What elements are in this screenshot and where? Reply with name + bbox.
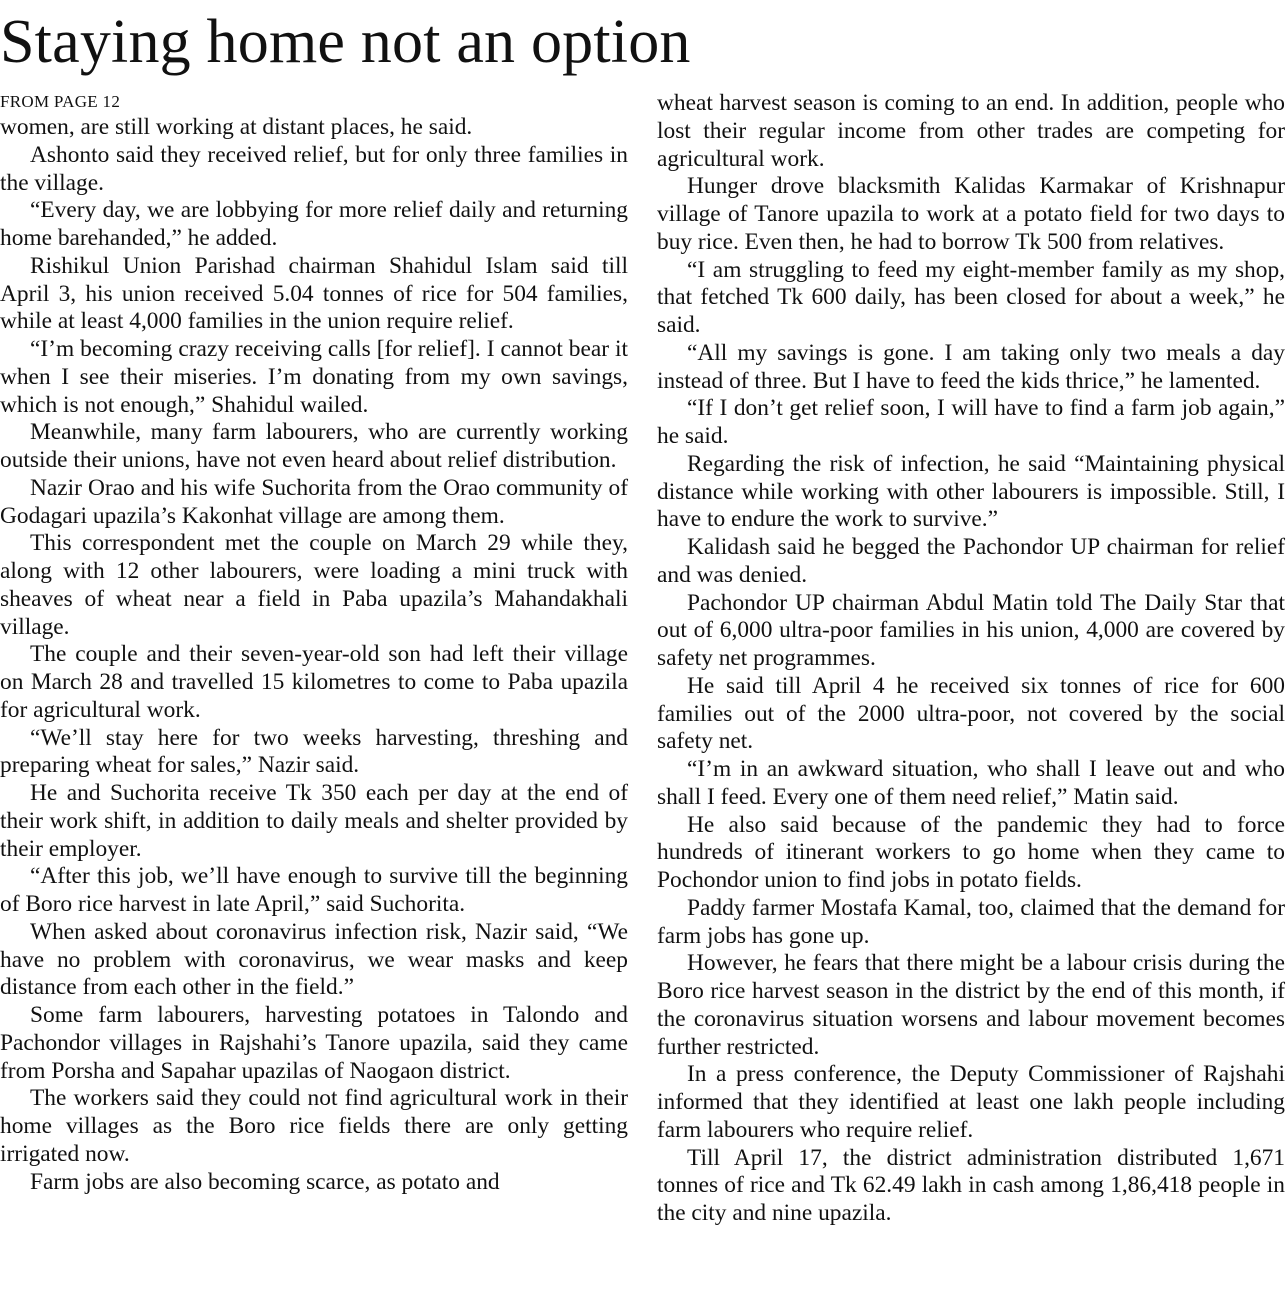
paragraph: Meanwhile, many farm labourers, who are currently working outside their unions, have not even heard about relief distribution. bbox=[0, 419, 628, 473]
paragraph: Hunger drove blacksmith Kalidas Karmakar of Krishnapur village of Tanore upazila to work at a potato field for two days to buy rice. Even then, he had to borrow Tk 500 from relatives. bbox=[657, 173, 1285, 255]
paragraph: “I’m in an awkward situation, who shall I leave out and who shall I feed. Every one of them need relief,” Matin said. bbox=[657, 756, 1285, 810]
paragraph: Nazir Orao and his wife Suchorita from the Orao community of Godagari upazila’s Kakonhat village are among them. bbox=[0, 474, 628, 529]
paragraph: “All my savings is gone. I am taking only two meals a day instead of three. But I have to feed the kids thrice,” he lamented. bbox=[657, 339, 1285, 394]
paragraph: Regarding the risk of infection, he said “Maintaining physical distance while working with other labourers is impossible. Still, I have to endure the work to survive.” bbox=[657, 450, 1285, 533]
paragraph: Till April 17, the district administration distributed 1,671 tonnes of rice and Tk 62.49 lakh in cash among 1,86,418 people in the city and nine upazila. bbox=[657, 1144, 1285, 1226]
headline: Staying home not an option bbox=[0, 8, 691, 76]
paragraph: This correspondent met the couple on March 29 while they, along with 12 other labourers, were loading a mini truck with sheaves of wheat near a field in Paba upazila’s Mahandakhali village. bbox=[0, 530, 628, 640]
paragraph: He and Suchorita receive Tk 350 each per day at the end of their work shift, in addition to daily meals and shelter provided by their employer. bbox=[0, 780, 628, 862]
paragraph: Pachondor UP chairman Abdul Matin told The Daily Star that out of 6,000 ultra-poor families in his union, 4,000 are covered by safety net programmes. bbox=[657, 589, 1285, 671]
paragraph: “Every day, we are lobbying for more relief daily and returning home barehanded,” he added. bbox=[0, 197, 628, 251]
paragraph: wheat harvest season is coming to an end. In addition, people who lost their regular income from other trades are competing for agricultural work. bbox=[657, 90, 1285, 172]
paragraph: Kalidash said he begged the Pachondor UP chairman for relief and was denied. bbox=[657, 534, 1285, 588]
article-column-left bbox=[0, 90, 628, 1196]
paragraph: “If I don’t get relief soon, I will have to find a farm job again,” he said. bbox=[657, 395, 1285, 449]
paragraph: women, are still working at distant places, he said. bbox=[0, 114, 473, 140]
paragraph: “After this job, we’ll have enough to survive till the beginning of Boro rice harvest in late April,” said Suchorita. bbox=[0, 863, 628, 917]
paragraph: Some farm labourers, harvesting potatoes in Talondo and Pachondor villages in Rajshahi’s Tanore upazila, said they came from Porsha and Sapahar upazilas of Naogaon district. bbox=[0, 1002, 628, 1084]
paragraph: The workers said they could not find agricultural work in their home villages as the Boro rice fields there are only getting irrigated now. bbox=[0, 1085, 628, 1167]
article-column-right bbox=[657, 90, 1285, 1228]
paragraph: “I’m becoming crazy receiving calls [for relief]. I cannot bear it when I see their miseries. I’m donating from my own savings, which is not enough,” Shahidul wailed. bbox=[0, 336, 628, 418]
paragraph: When asked about coronavirus infection risk, Nazir said, “We have no problem with coronavirus, we wear masks and keep distance from each other in the field.” bbox=[0, 918, 628, 1001]
paragraph: “I am struggling to feed my eight-member family as my shop, that fetched Tk 600 daily, has been closed for about a week,” he said. bbox=[657, 256, 1285, 338]
paragraph: He said till April 4 he received six tonnes of rice for 600 families out of the 2000 ultra-poor, not covered by the social safety net. bbox=[657, 672, 1285, 755]
paragraph: However, he fears that there might be a labour crisis during the Boro rice harvest season in the district by the end of this month, if the coronavirus situation worsens and labour movement becomes further restricted. bbox=[657, 950, 1285, 1060]
paragraph: In a press conference, the Deputy Commissioner of Rajshahi informed that they identified at least one lakh people including farm labourers who require relief. bbox=[657, 1061, 1285, 1143]
paragraph: “We’ll stay here for two weeks harvesting, threshing and preparing wheat for sales,” Nazir said. bbox=[0, 724, 628, 779]
paragraph: The couple and their seven-year-old son had left their village on March 28 and travelled 15 kilometres to come to Paba upazila for agricultural work. bbox=[0, 641, 628, 723]
paragraph: Farm jobs are also becoming scarce, as potato and bbox=[30, 1168, 500, 1195]
jump-line: FROM PAGE 12 bbox=[0, 92, 121, 111]
paragraph: Ashonto said they received relief, but for only three families in the village. bbox=[0, 141, 628, 196]
paragraph: Rishikul Union Parishad chairman Shahidul Islam said till April 3, his union received 5.04 tonnes of rice for 504 families, while at least 4,000 families in the union require relief. bbox=[0, 252, 628, 335]
paragraph: Paddy farmer Mostafa Kamal, too, claimed that the demand for farm jobs has gone up. bbox=[657, 894, 1285, 949]
paragraph: He also said because of the pandemic they had to force hundreds of itinerant workers to go home when they came to Pochondor union to find jobs in potato fields. bbox=[657, 811, 1285, 893]
